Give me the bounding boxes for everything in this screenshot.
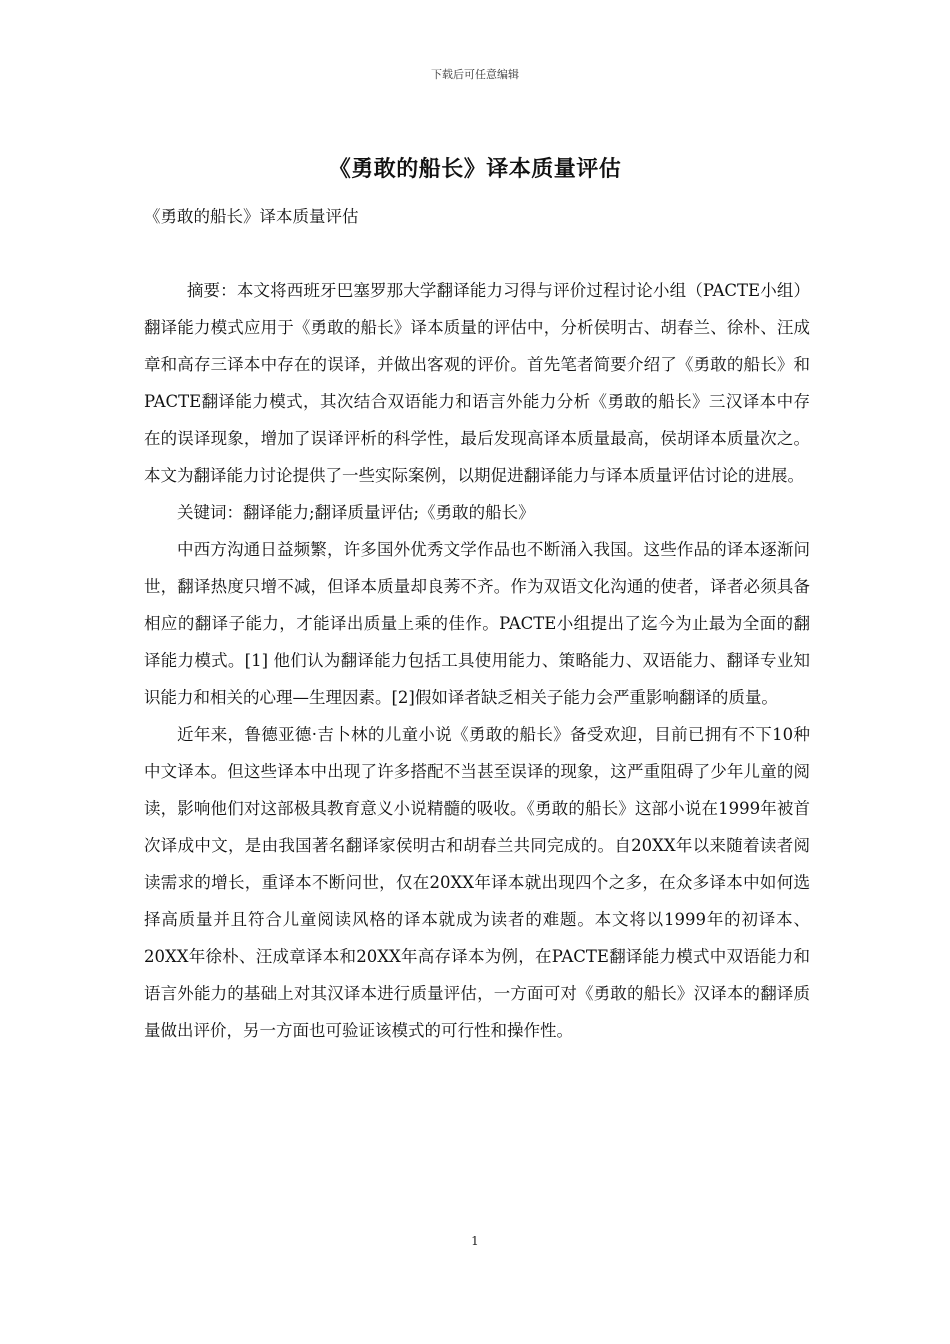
header-note: 下载后可任意编辑 — [431, 68, 519, 81]
keywords-paragraph: 关键词：翻译能力;翻译质量评估;《勇敢的船长》 — [177, 503, 535, 522]
abstract-paragraph: 摘要：本文将西班牙巴塞罗那大学翻译能力习得与评价过程讨论小组（PACTE小组）翻译能力模式应用于《勇敢的船长》译本质量的评估中，分析侯明古、胡春兰、徐朴、汪成章和高存三译本中存在的误译，并做出客观的评价。首先笔者简要介绍了《勇敢的船长》和PACTE翻译能力模式，其次结合双语能力和语言外能力分析《勇敢的船长》三汉译本中存在的误译现象，增加了误译评析的科学性，最后发现高译本质量最高，侯胡译本质量次之。本文为翻译能力讨论提供了一些实际案例，以期促进翻译能力与译本质量评估讨论的进展。 — [144, 281, 810, 485]
page-number: 1 — [471, 1234, 479, 1248]
document-body — [144, 198, 810, 1049]
body-paragraph-1: 中西方沟通日益频繁，许多国外优秀文学作品也不断涌入我国。这些作品的译本逐渐问世，翻译热度只增不减，但译本质量却良莠不齐。作为双语文化沟通的使者，译者必须具备相应的翻译子能力，才能译出质量上乘的佳作。PACTE小组提出了迄今为止最为全面的翻译能力模式。[1] 他们认为翻译能力包括工具使用能力、策略能力、双语能力、翻译专业知识能力和相关的心理—生理因素。[2]假如译者缺乏相关子能力会严重影响翻译的质量。 — [144, 540, 810, 707]
document-subtitle: 《勇敢的船长》译本质量评估 — [144, 207, 359, 226]
body-paragraph-2: 近年来，鲁德亚德·吉卜林的儿童小说《勇敢的船长》备受欢迎，目前已拥有不下10种中文译本。但这些译本中出现了许多搭配不当甚至误译的现象，这严重阻碍了少年儿童的阅读，影响他们对这部极具教育意义小说精髓的吸收。《勇敢的船长》这部小说在1999年被首次译成中文，是由我国著名翻译家侯明古和胡春兰共同完成的。自20XX年以来随着读者阅读需求的增长，重译本不断问世，仅在20XX年译本就出现四个之多，在众多译本中如何选择高质量并且符合儿童阅读风格的译本就成为读者的难题。本文将以1999年的初译本、20XX年徐朴、汪成章译本和20XX年高存译本为例，在PACTE翻译能力模式中双语能力和语言外能力的基础上对其汉译本进行质量评估，一方面可对《勇敢的船长》汉译本的翻译质量做出评价，另一方面也可验证该模式的可行性和操作性。 — [144, 725, 810, 1040]
document-title: 《勇敢的船长》译本质量评估 — [328, 157, 622, 182]
